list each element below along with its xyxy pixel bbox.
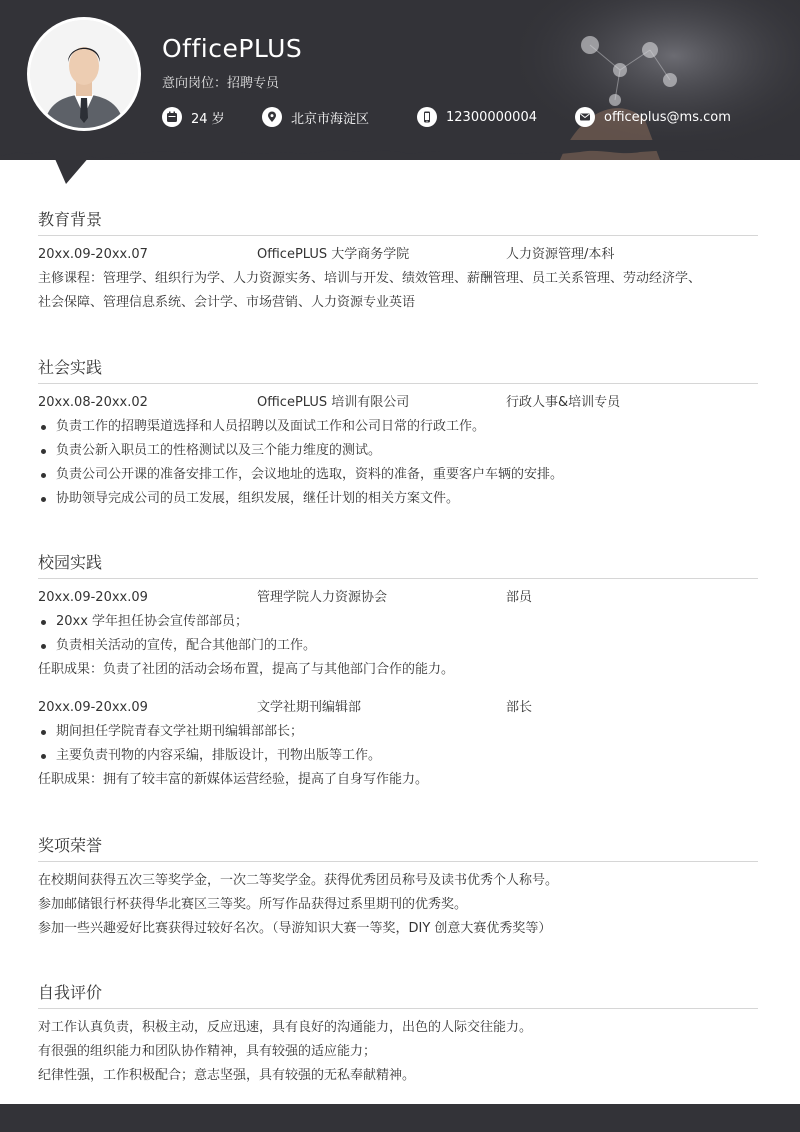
contact-phone (417, 106, 537, 128)
section-awards (38, 833, 758, 941)
footer-bar (0, 1104, 800, 1132)
list-item: 期间担任学院青春文学社期刊编辑部部长； (38, 720, 758, 744)
campus-result: 任职成果：负责了社团的活动会场布置，提高了与其他部门合作的能力。 (38, 662, 455, 677)
header-background-graphic (520, 0, 800, 160)
list-item: 负责公新入职员工的性格测试以及三个能力维度的测试。 (38, 439, 758, 463)
social-entry (38, 391, 758, 415)
campus-entry (38, 586, 758, 610)
list-item: 20xx 学年担任协会宣传部部员； (38, 610, 758, 634)
location-pin-icon (262, 107, 282, 127)
awards-line: 参加一些兴趣爱好比赛获得过较好名次。（导游知识大赛一等奖，DIY 创意大赛优秀奖等） (38, 921, 552, 936)
contact-email (575, 106, 731, 128)
email-text: officeplus@ms.com (604, 109, 731, 125)
calendar-icon (162, 107, 182, 127)
social-duties-list (38, 415, 758, 511)
phone-icon (417, 107, 437, 127)
campus-entry (38, 696, 758, 720)
intended-position (162, 72, 279, 91)
contact-age (162, 106, 225, 128)
header-drip-edge (0, 140, 800, 190)
campus-org: 文学社期刊编辑部 (257, 700, 362, 715)
campus-date: 20xx.09-20xx.09 (38, 590, 148, 605)
awards-line: 参加邮储银行杯获得华北赛区三等奖。所写作品获得过系里期刊的优秀奖。 (38, 897, 468, 912)
campus-date: 20xx.09-20xx.09 (38, 700, 148, 715)
self-evaluation-line: 有很强的组织能力和团队协作精神，具有较强的适应能力； (38, 1044, 377, 1059)
resume-header (0, 0, 800, 160)
avatar (30, 20, 138, 128)
phone-text: 12300000004 (446, 109, 537, 125)
section-title-self-evaluation: 自我评价 (38, 980, 758, 1009)
intended-position-label: 意向岗位： (162, 76, 228, 91)
social-role: 行政人事&培训专员 (506, 395, 621, 410)
section-education (38, 207, 758, 315)
campus-duties-list (38, 720, 758, 768)
section-social-practice (38, 355, 758, 511)
education-courses-line-1: 主修课程：管理学、组织行为学、人力资源实务、培训与开发、绩效管理、薪酬管理、员工关系管理、劳动经济学、 (38, 271, 702, 286)
section-campus-practice (38, 550, 758, 792)
education-date: 20xx.09-20xx.07 (38, 247, 148, 262)
campus-role: 部员 (506, 590, 533, 605)
section-title-campus-practice: 校园实践 (38, 550, 758, 579)
education-entry (38, 243, 758, 267)
campus-duties-list (38, 610, 758, 658)
social-date: 20xx.08-20xx.02 (38, 395, 148, 410)
age-text: 24 岁 (191, 111, 225, 127)
self-evaluation-line: 对工作认真负责，积极主动，反应迅速，具有良好的沟通能力，出色的人际交往能力。 (38, 1020, 533, 1035)
education-courses-line-2: 社会保障、管理信息系统、会计学、市场营销、人力资源专业英语 (38, 295, 416, 310)
campus-result: 任职成果：拥有了较丰富的新媒体运营经验，提高了自身写作能力。 (38, 772, 429, 787)
email-icon (575, 107, 595, 127)
section-title-awards: 奖项荣誉 (38, 833, 758, 862)
self-evaluation-line: 纪律性强，工作积极配合；意志坚强，具有较强的无私奉献精神。 (38, 1068, 416, 1083)
social-org: OfficePLUS 培训有限公司 (257, 395, 410, 410)
list-item: 负责公司公开课的准备安排工作，会议地址的选取，资料的准备，重要客户车辆的安排。 (38, 463, 758, 487)
section-title-education: 教育背景 (38, 207, 758, 236)
education-major: 人力资源管理/本科 (506, 247, 615, 262)
campus-role: 部长 (506, 700, 533, 715)
list-item: 主要负责刊物的内容采编，排版设计，刊物出版等工作。 (38, 744, 758, 768)
campus-org: 管理学院人力资源协会 (257, 590, 388, 605)
section-self-evaluation (38, 980, 758, 1088)
section-title-social-practice: 社会实践 (38, 355, 758, 384)
city-text: 北京市海淀区 (291, 111, 370, 127)
list-item: 协助领导完成公司的员工发展，组织发展，继任计划的相关方案文件。 (38, 487, 758, 511)
intended-position-value: 招聘专员 (227, 76, 280, 91)
awards-line: 在校期间获得五次三等奖学金，一次二等奖学金。获得优秀团员称号及读书优秀个人称号。 (38, 873, 559, 888)
contact-city (262, 106, 369, 128)
education-school: OfficePLUS 大学商务学院 (257, 247, 410, 262)
list-item: 负责工作的招聘渠道选择和人员招聘以及面试工作和公司日常的行政工作。 (38, 415, 758, 439)
candidate-name: OfficePLUS (162, 34, 303, 63)
list-item: 负责相关活动的宣传，配合其他部门的工作。 (38, 634, 758, 658)
